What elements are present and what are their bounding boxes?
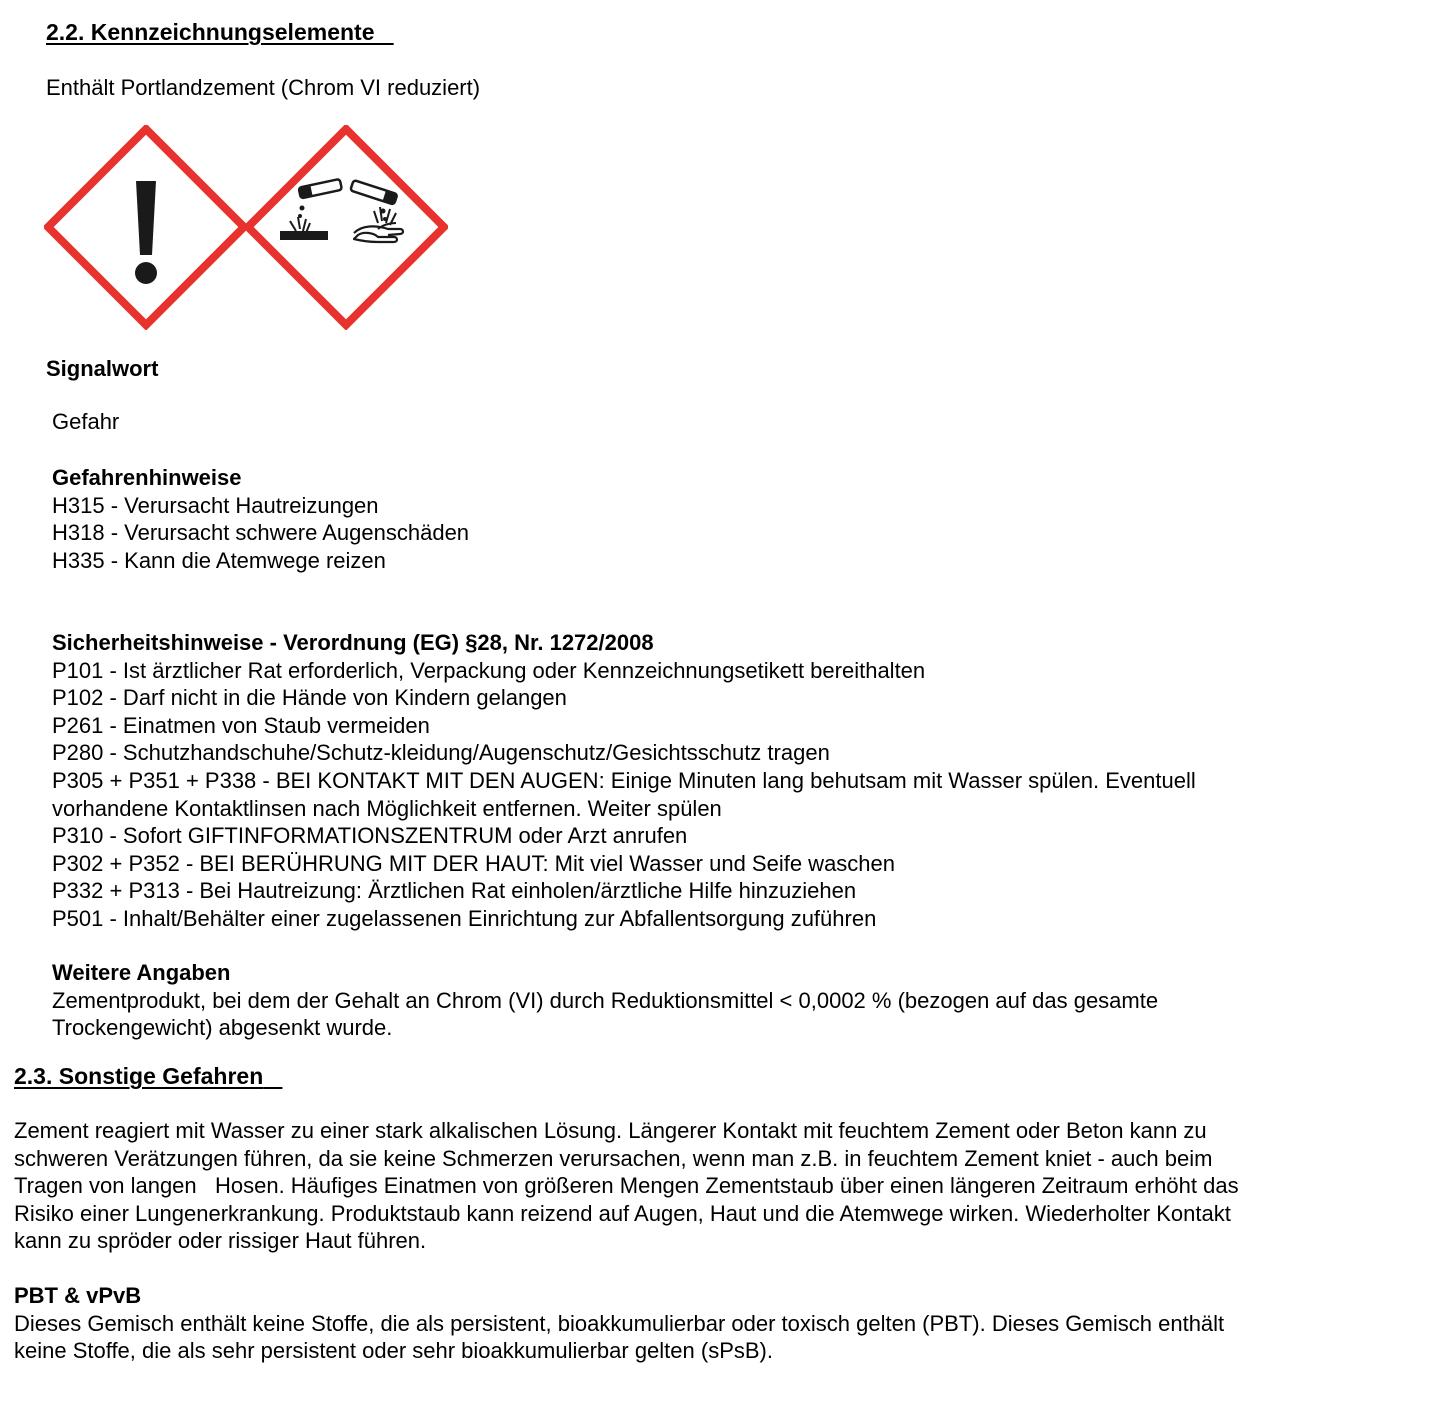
- section-heading-2-3: 2.3. Sonstige Gefahren: [14, 1063, 264, 1089]
- hazard-statement: H315 - Verursacht Hautreizungen: [52, 492, 379, 518]
- paragraph-line: Zement reagiert mit Wasser zu einer stark alkalischen Lösung. Längerer Kontakt mit feuchtem Zement oder Beton kann zu: [14, 1118, 1207, 1143]
- pbt-title: PBT & vPvB: [14, 1283, 142, 1308]
- paragraph-line: Risiko einer Lungenerkrankung. Produktstaub kann reizend auf Augen, Haut und die Atemwege wirken. Wiederholter Kontakt: [14, 1200, 1231, 1226]
- precaution-line: P501 - Inhalt/Behälter einer zugelassenen Einrichtung zur Abfallentsorgung zuführen: [52, 905, 877, 931]
- pbt-line: Dieses Gemisch enthält keine Stoffe, die als persistent, bioakkumulierbar oder toxisch gelten (PBT). Dieses Gemisch enthält: [14, 1310, 1225, 1336]
- signal-word: Gefahr: [52, 409, 120, 434]
- paragraph-line: kann zu spröder oder rissiger Haut führen.: [14, 1228, 427, 1254]
- further-line: Trockengewicht) abgesenkt wurde.: [52, 1015, 393, 1041]
- precautionary-statements: [52, 629, 1196, 933]
- paragraph-line: schweren Verätzungen führen, da sie keine Schmerzen verursachen, wenn man z.B. in feuchtem Zement kniet - auch beim: [14, 1145, 1213, 1171]
- further-information: [52, 959, 1158, 1042]
- section-heading-2-2: 2.2. Kennzeichnungselemente: [46, 19, 375, 45]
- pbt-line: keine Stoffe, die als sehr persistent oder sehr bioakkumulierbar gelten (sPsB).: [14, 1338, 773, 1364]
- precaution-line: P102 - Darf nicht in die Hände von Kindern gelangen: [52, 685, 567, 711]
- hazard-title: Gefahrenhinweise: [52, 465, 242, 490]
- precaution-line: P261 - Einatmen von Staub vermeiden: [52, 712, 430, 738]
- other-hazards-paragraph: [14, 1117, 1239, 1255]
- precaution-line: P101 - Ist ärztlicher Rat erforderlich, Verpackung oder Kennzeichnungsetikett bereithalten: [52, 657, 926, 683]
- hazard-statement: H318 - Verursacht schwere Augenschäden: [52, 520, 470, 546]
- precaution-line: P305 + P351 + P338 - BEI KONTAKT MIT DEN AUGEN: Einige Minuten lang behutsam mit Wasser spülen. Eventuell: [52, 767, 1196, 793]
- hazard-statements: [52, 464, 469, 574]
- ghs-pictograms: [44, 125, 448, 330]
- paragraph-line: Tragen von langen Hosen. Häufiges Einatmen von größeren Mengen Zementstaub über einen längeren Zeitraum erhöht das: [14, 1173, 1239, 1199]
- corrosion-icon: [248, 129, 444, 325]
- precaution-line: P280 - Schutzhandschuhe/Schutz-kleidung/Augenschutz/Gesichtsschutz tragen: [52, 740, 830, 766]
- further-title: Weitere Angaben: [52, 960, 231, 985]
- contains-statement: Enthält Portlandzement (Chrom VI reduziert): [46, 75, 481, 100]
- precaution-line: P310 - Sofort GIFTINFORMATIONSZENTRUM oder Arzt anrufen: [52, 823, 688, 849]
- further-line: Zementprodukt, bei dem der Gehalt an Chrom (VI) durch Reduktionsmittel < 0,0002 % (bezogen auf das gesamte: [52, 987, 1159, 1013]
- precaution-line: vorhandene Kontaktlinsen nach Möglichkeit entfernen. Weiter spülen: [52, 795, 722, 821]
- signal-word-label: Signalwort: [46, 356, 159, 381]
- pbt-section: [14, 1282, 1224, 1365]
- hazard-statement: H335 - Kann die Atemwege reizen: [52, 547, 386, 573]
- exclamation-mark-icon: [48, 129, 244, 325]
- precaution-line: P302 + P352 - BEI BERÜHRUNG MIT DER HAUT: Mit viel Wasser und Seife waschen: [52, 850, 896, 876]
- precaution-line: P332 + P313 - Bei Hautreizung: Ärztlichen Rat einholen/ärztliche Hilfe hinzuziehen: [52, 878, 857, 904]
- precaution-title: Sicherheitshinweise - Verordnung (EG) §28, Nr. 1272/2008: [52, 630, 654, 655]
